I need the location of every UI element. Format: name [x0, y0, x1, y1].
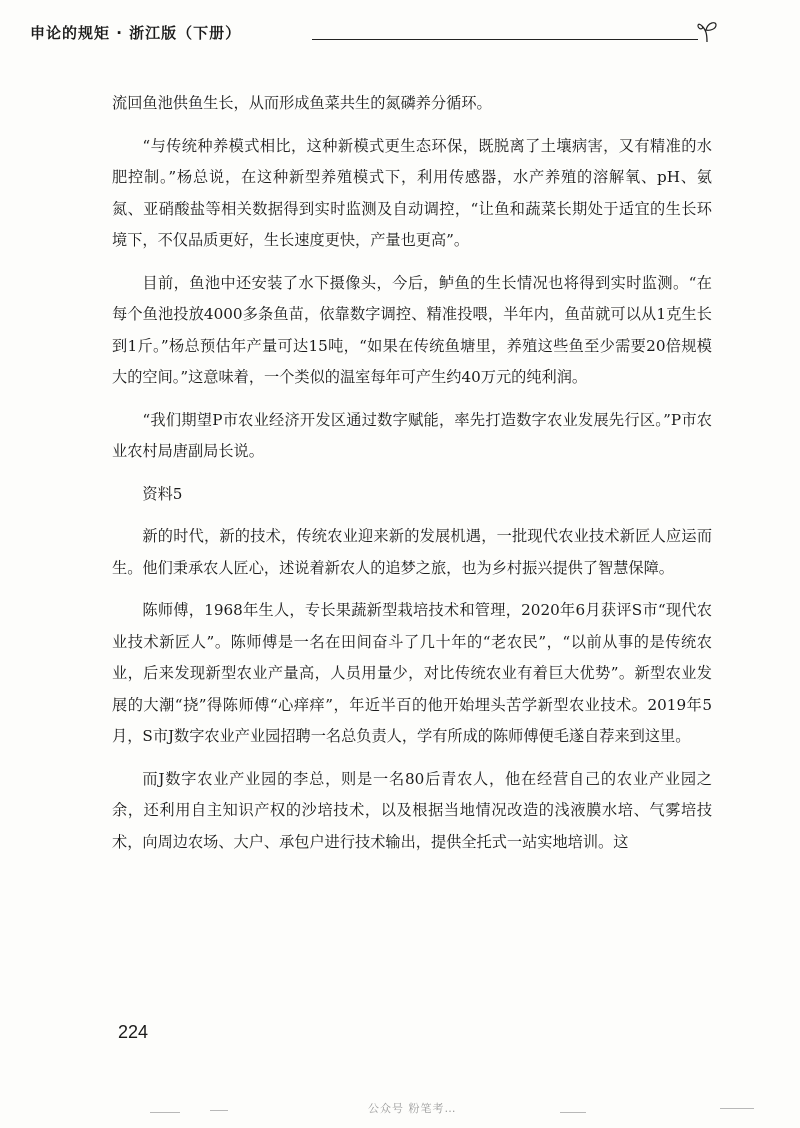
- scan-speck: [720, 1108, 754, 1109]
- page-number: 224: [118, 1022, 149, 1042]
- scan-speck: [560, 1112, 586, 1113]
- paragraph: “我们期望P市农业经济开发区通过数字赋能，率先打造数字农业发展先行区。”P市农业农村局唐副局长说。: [112, 410, 712, 460]
- scan-speck: [210, 1110, 228, 1111]
- bottom-watermark: 公众号 粉笔考…: [368, 1102, 457, 1115]
- paragraph: 新的时代，新的技术，传统农业迎来新的发展机遇，一批现代农业技术新匠人应运而生。他们秉承农人匠心，述说着新农人的追梦之旅，也为乡村振兴提供了智慧保障。: [112, 527, 712, 577]
- body-text: [112, 88, 712, 869]
- header-rule: [312, 39, 698, 40]
- running-header: [30, 22, 720, 46]
- book-title: 申论的规矩 · 浙江版（下册）: [30, 24, 242, 42]
- paragraph: “与传统种养模式相比，这种新模式更生态环保，既脱离了土壤病害，又有精准的水肥控制。”杨总说，在这种新型养殖模式下，利用传感器，水产养殖的溶解氧、pH、氨氮、亚硝酸盐等相关数据得到实时监测及自动调控，“让鱼和蔬菜长期处于适宜的生长环境下，不仅品质更好，生长速度更快，产量也更高”。: [112, 136, 712, 249]
- scan-speck: [150, 1112, 180, 1113]
- paragraph: 资料5: [142, 484, 183, 503]
- paragraph: 而J数字农业产业园的李总，则是一名80后青农人，他在经营自己的农业产业园之余，还利用自主知识产权的沙培技术，以及根据当地情况改造的浅液膜水培、气雾培技术，向周边农场、大户、承包户进行技术输出，提供全托式一站实地培训。这: [112, 769, 712, 851]
- paragraph: 目前，鱼池中还安装了水下摄像头，今后，鲈鱼的生长情况也将得到实时监测。“在每个鱼池投放4000多条鱼苗，依靠数字调控、精准投喂，半年内，鱼苗就可以从1克生长到1斤。”杨总预估年产量可达15吨，“如果在传统鱼塘里，养殖这些鱼至少需要20倍规模大的空间。”这意味着，一个类似的温室每年可产生约40万元的纯利润。: [112, 273, 712, 386]
- paragraph: 陈师傅，1968年生人，专长果蔬新型栽培技术和管理，2020年6月获评S市“现代农业技术新匠人”。陈师傅是一名在田间奋斗了几十年的“老农民”，“以前从事的是传统农业，后来发现新型农业产量高，人员用量少，对比传统农业有着巨大优势”。新型农业发展的大潮“挠”得陈师傅“心痒痒”，年近半百的他开始埋头苦学新型农业技术。2019年5月，S市J数字农业产业园招聘一名总负责人，学有所成的陈师傅便毛遂自荐来到这里。: [112, 601, 712, 745]
- paragraph: 流回鱼池供鱼生长，从而形成鱼菜共生的氮磷养分循环。: [112, 94, 492, 112]
- sprout-leaf-icon: [694, 18, 720, 44]
